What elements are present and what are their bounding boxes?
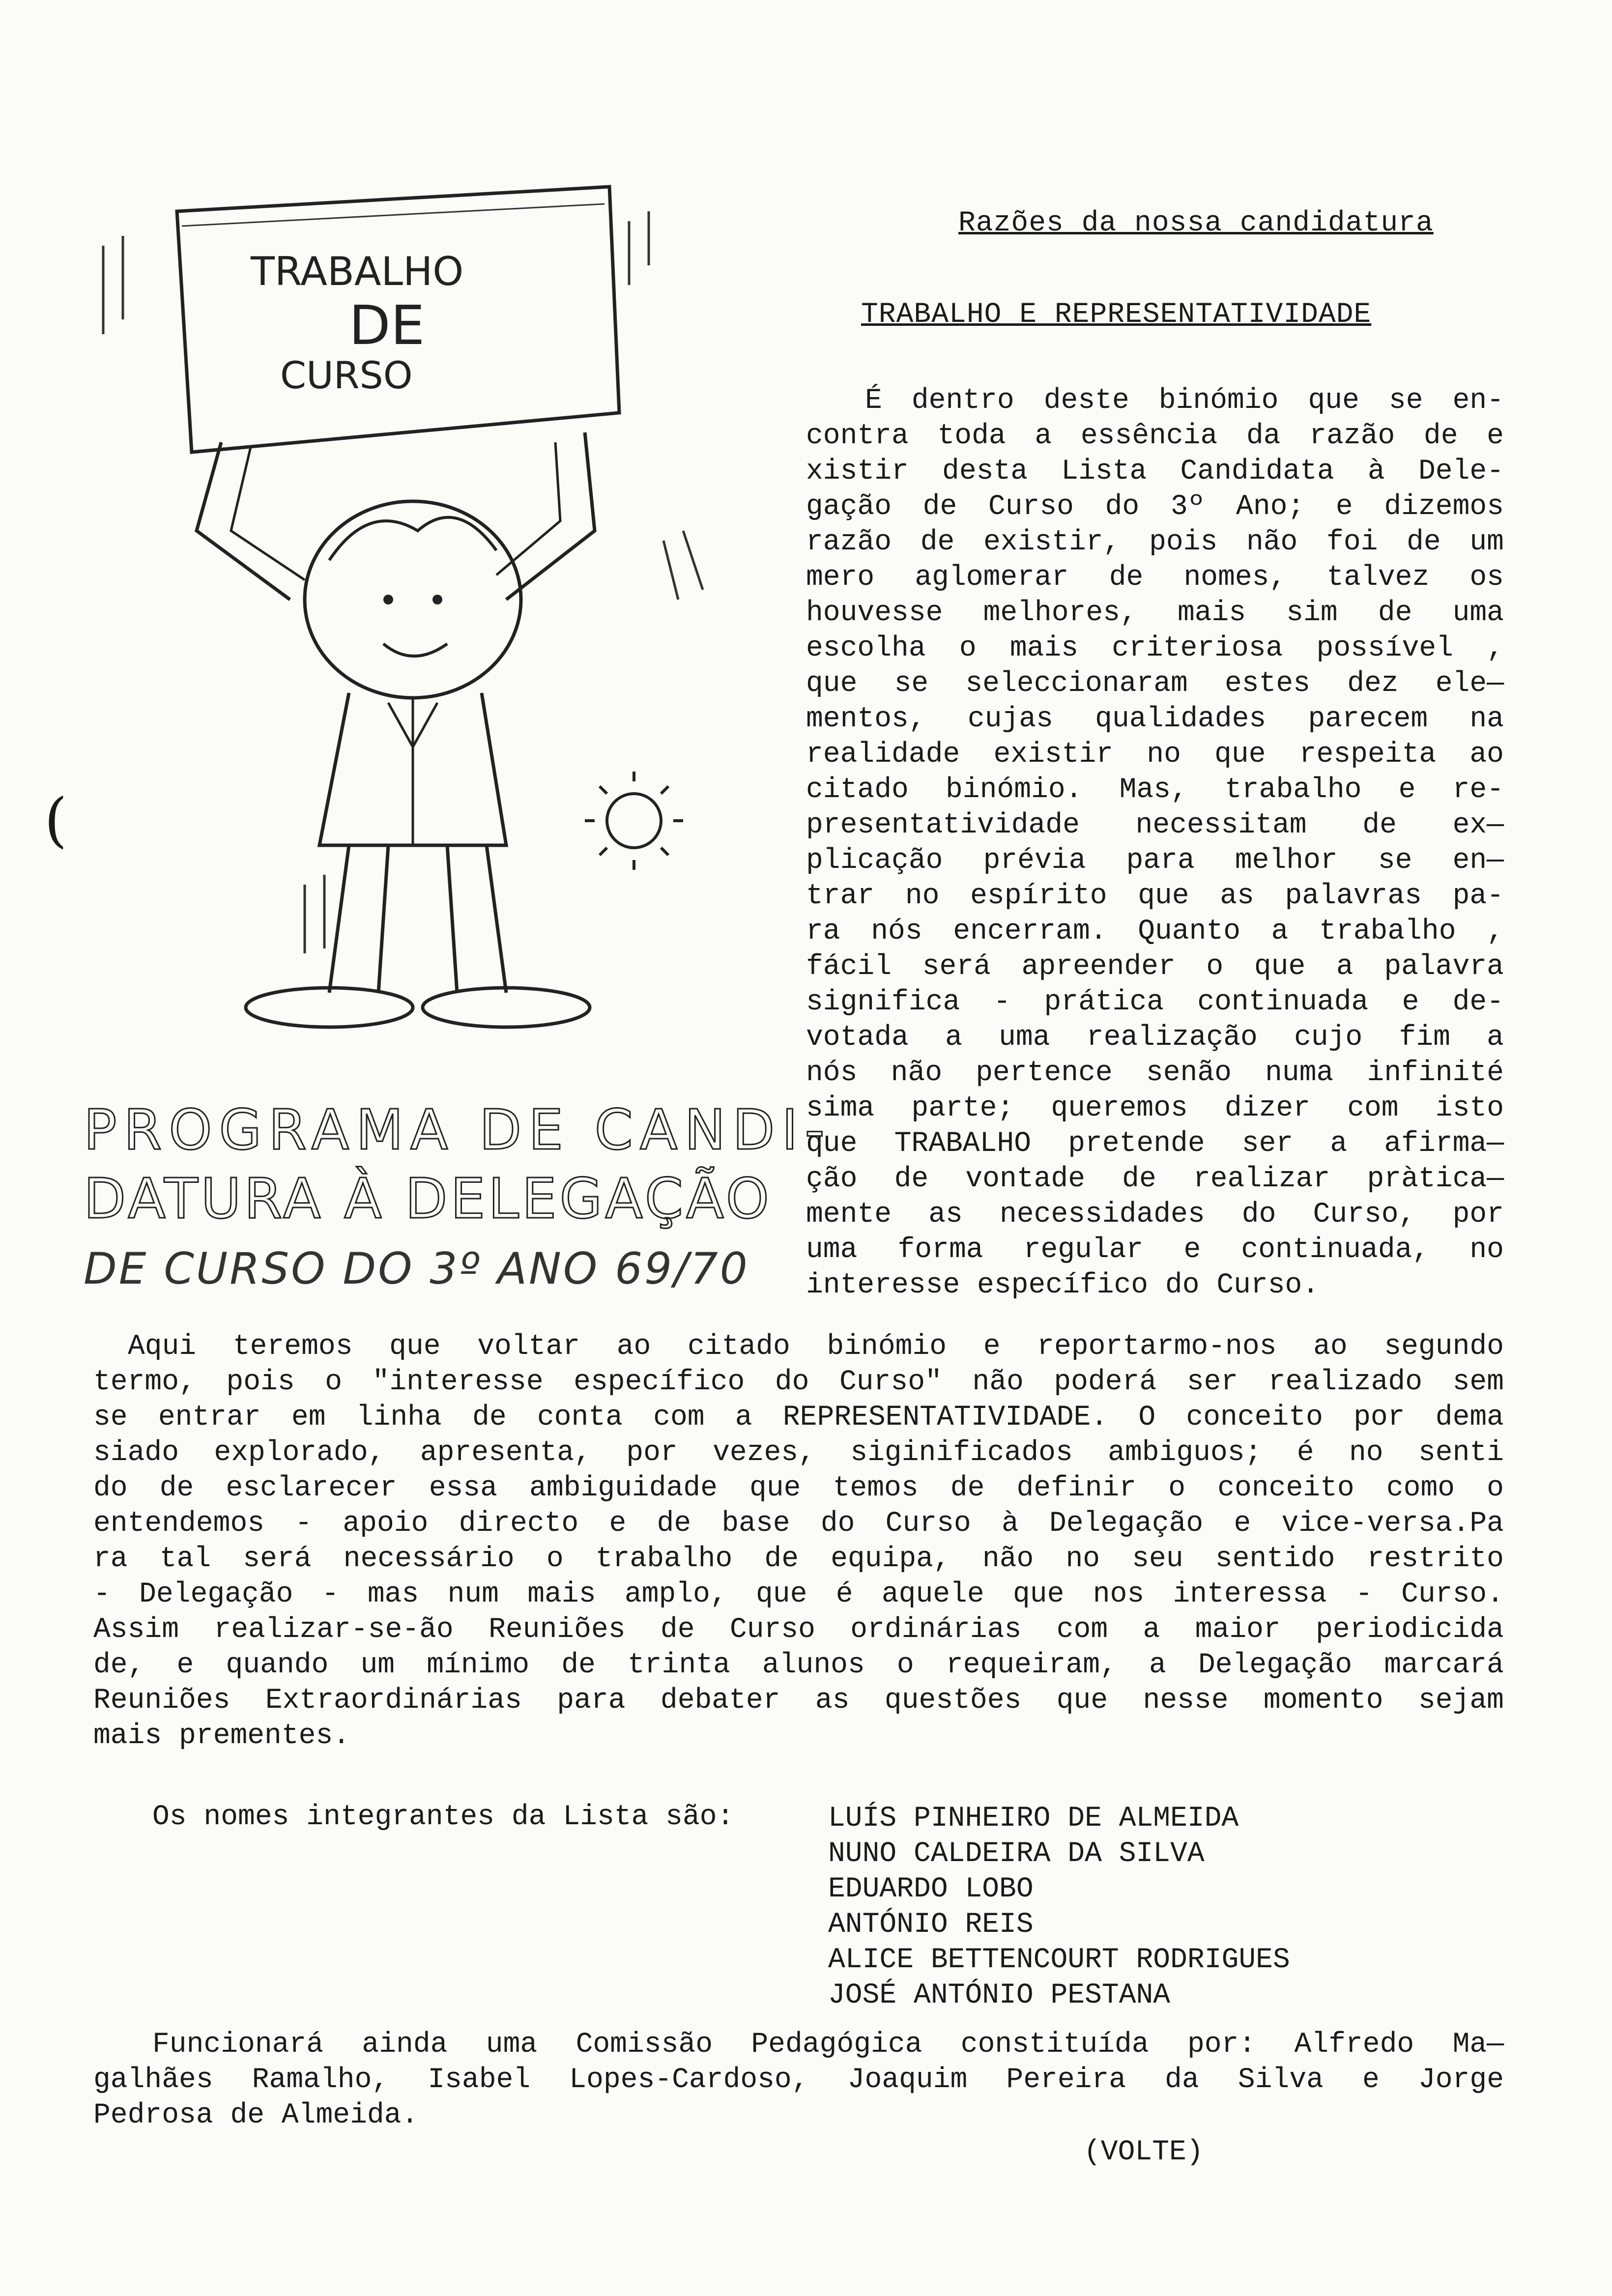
sun-icon bbox=[607, 794, 661, 848]
sign-line-2: DE bbox=[349, 294, 425, 357]
list-item: ALICE BETTENCOURT RODRIGUES bbox=[828, 1944, 1290, 1976]
body-line: entendemos - apoio directo e de base do Curso à Delegação e vice-versa.Pa bbox=[93, 1508, 1504, 1540]
names-list bbox=[828, 1801, 1290, 2013]
column-line: ra nós encerram. Quanto a trabalho , bbox=[806, 916, 1504, 947]
commission-line: Pedrosa de Almeida. bbox=[93, 2099, 419, 2131]
turn-page-note: (VOLTE) bbox=[1084, 2136, 1204, 2168]
commission-line: Funcionará ainda uma Comissão Pedagógica constituída por: Alfredo Ma— bbox=[152, 2029, 1504, 2061]
body-line: mais prementes. bbox=[93, 1720, 350, 1752]
column-line: mentos, cujas qualidades parecem na bbox=[806, 703, 1504, 735]
body-line: Reuniões Extraordinárias para debater as questões que nesse momento sejam bbox=[93, 1685, 1504, 1717]
list-item: NUNO CALDEIRA DA SILVA bbox=[828, 1838, 1205, 1870]
cartoon-drawing bbox=[74, 157, 811, 1081]
column-line: gação de Curso do 3º Ano; e dizemos bbox=[806, 491, 1504, 523]
list-item: LUÍS PINHEIRO DE ALMEIDA bbox=[828, 1803, 1239, 1835]
list-item: EDUARDO LOBO bbox=[828, 1873, 1034, 1905]
body-line: Assim realizar-se-ão Reuniões de Curso ordinárias com a maior periodicida bbox=[93, 1614, 1504, 1646]
column-line: votada a uma realização cujo fim a bbox=[806, 1022, 1504, 1054]
body-line: termo, pois o "interesse específico do Curso" não poderá ser realizado sem bbox=[93, 1366, 1504, 1398]
column-line: citado binómio. Mas, trabalho e re- bbox=[806, 774, 1504, 806]
cartoon-illustration bbox=[74, 157, 811, 1081]
column-line: uma forma regular e continuada, no bbox=[806, 1234, 1504, 1266]
column-line: razão de existir, pois não foi de um bbox=[806, 526, 1504, 558]
column-line: ção de vontade de realizar pràtica— bbox=[806, 1163, 1504, 1195]
column-line: sima parte; queremos dizer com isto bbox=[806, 1092, 1504, 1124]
body-line: Aqui teremos que voltar ao citado binómio e reportarmo-nos ao segundo bbox=[128, 1331, 1504, 1363]
column-line: que se seleccionaram estes dez ele— bbox=[806, 668, 1504, 700]
banner-line-3: DE CURSO DO 3º ANO 69/70 bbox=[84, 1243, 749, 1294]
list-item: ANTÓNIO REIS bbox=[828, 1909, 1034, 1941]
banner-line-2: DATURA À DELEGAÇÃO bbox=[84, 1167, 772, 1231]
page-title: Razões da nossa candidatura bbox=[958, 207, 1434, 239]
banner-line-1: PROGRAMA DE CANDI- bbox=[84, 1098, 832, 1162]
body-line: de, e quando um mínimo de trinta alunos o requeiram, a Delegação marcará bbox=[93, 1649, 1504, 1681]
names-label: Os nomes integrantes da Lista são: bbox=[152, 1801, 734, 1833]
column-line: presentatividade necessitam de ex— bbox=[806, 809, 1504, 841]
body-line: ra tal será necessário o trabalho de equipa, não no seu sentido restrito bbox=[93, 1543, 1504, 1575]
column-line: realidade existir no que respeita ao bbox=[806, 739, 1504, 771]
column-line: interesse específico do Curso. bbox=[806, 1269, 1320, 1301]
body-line: - Delegação - mas num mais amplo, que é aquele que nos interessa - Curso. bbox=[93, 1578, 1504, 1610]
column-line: É dentro deste binómio que se en- bbox=[865, 385, 1504, 417]
column-line: mente as necessidades do Curso, por bbox=[806, 1199, 1504, 1231]
column-line: contra toda a essência da razão de e bbox=[806, 420, 1504, 452]
hand-mark: ( bbox=[44, 786, 67, 855]
column-line: houvesse melhores, mais sim de uma bbox=[806, 597, 1504, 629]
sign-line-3: CURSO bbox=[280, 353, 413, 397]
body-line: siado explorado, apresenta, por vezes, siginificados ambiguos; é no senti bbox=[93, 1437, 1504, 1469]
column-line: plicação prévia para melhor se en— bbox=[806, 845, 1504, 877]
body-line: se entrar em linha de conta com a REPRESENTATIVIDADE. O conceito por dema bbox=[93, 1402, 1504, 1434]
column-line: mero aglomerar de nomes, talvez os bbox=[806, 562, 1504, 594]
list-item: JOSÉ ANTÓNIO PESTANA bbox=[828, 1980, 1171, 2011]
column-line: nós não pertence senão numa infinité bbox=[806, 1057, 1504, 1089]
section-title: TRABALHO E REPRESENTATIVIDADE bbox=[861, 299, 1372, 331]
head bbox=[305, 501, 521, 698]
column-line: trar no espírito que as palavras pa- bbox=[806, 880, 1504, 912]
column-line: que TRABALHO pretende ser a afirma— bbox=[806, 1128, 1504, 1160]
column-line: fácil será apreender o que a palavra bbox=[806, 951, 1504, 983]
body-line: do de esclarecer essa ambiguidade que temos de definir o conceito como o bbox=[93, 1472, 1504, 1504]
column-line: significa - prática continuada e de- bbox=[806, 986, 1504, 1018]
sign-line-1: TRABALHO bbox=[251, 249, 464, 294]
column-line: xistir desta Lista Candidata à Dele- bbox=[806, 456, 1504, 488]
column-line: escolha o mais criteriosa possível , bbox=[806, 632, 1504, 664]
commission-line: galhães Ramalho, Isabel Lopes-Cardoso, Joaquim Pereira da Silva e Jorge bbox=[93, 2064, 1504, 2096]
